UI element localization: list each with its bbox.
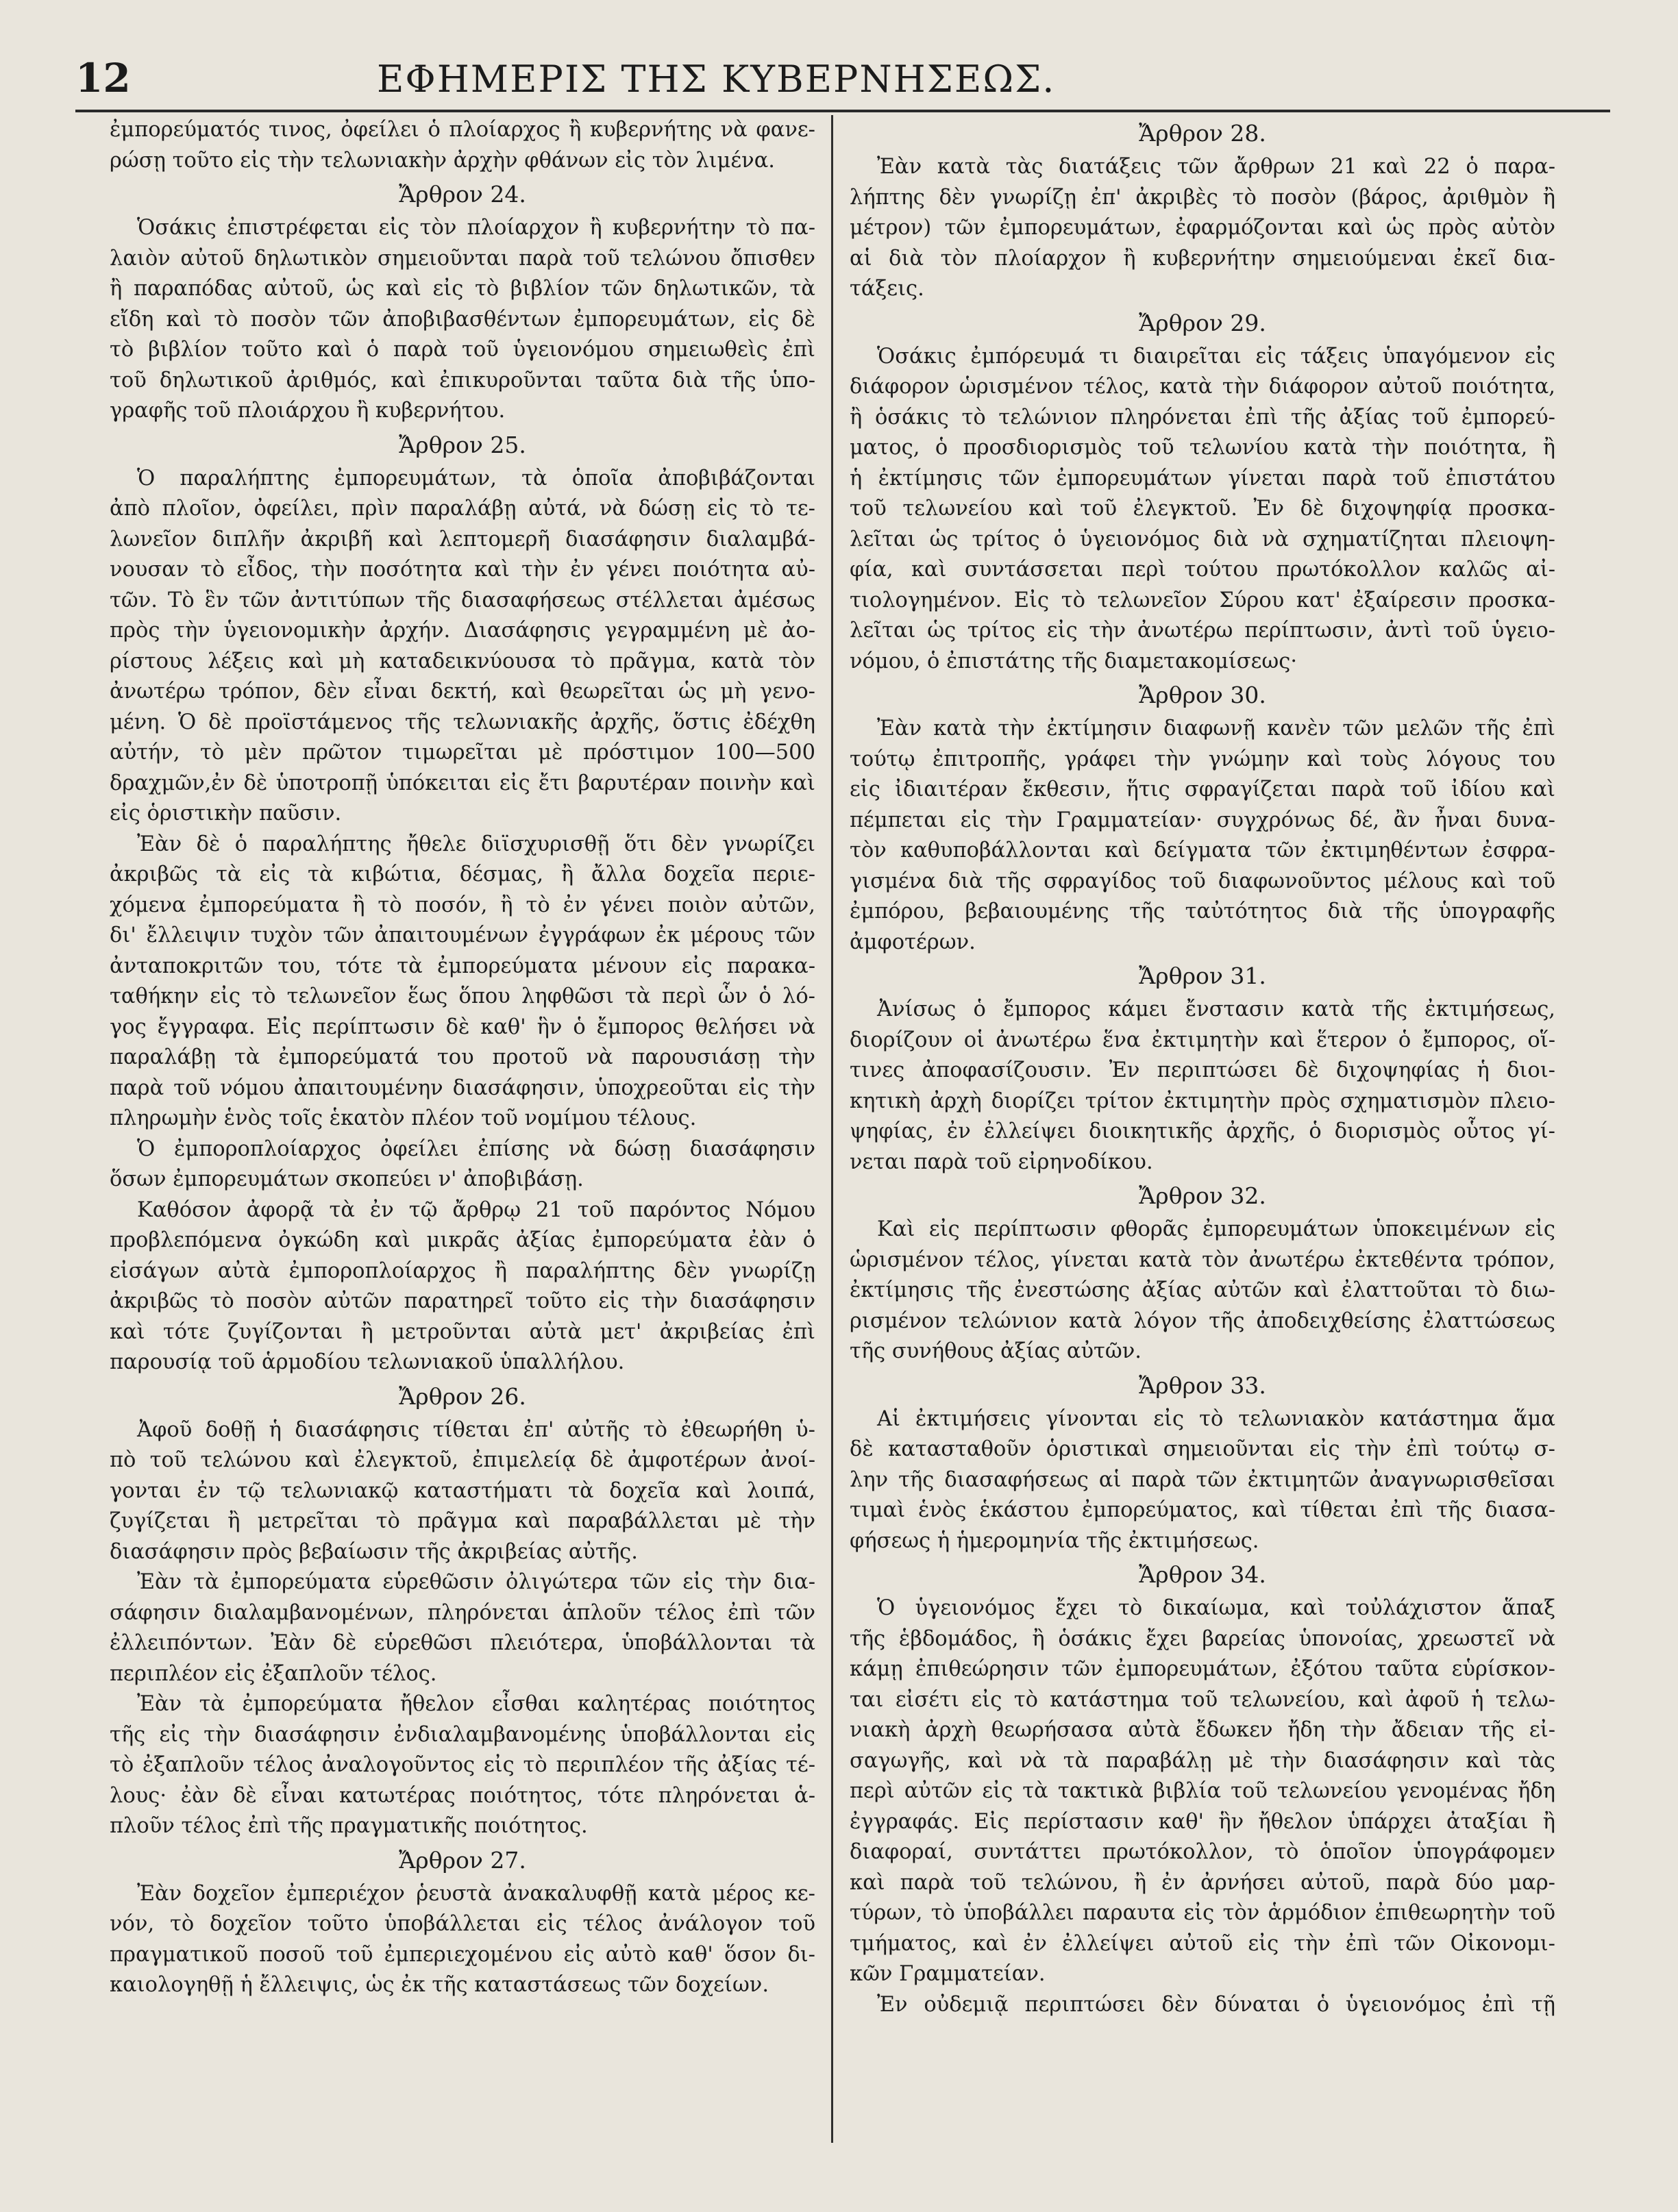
text-line: Ἐὰν τὰ ἐμπορεύματα ἤθελον εἶσθαι καλητέρας ποιότητος bbox=[137, 1692, 815, 1716]
text-line: διαφοραί, συντάττει πρωτόκολλον, τὸ ὁποῖον ὑπογράφομεν bbox=[850, 1840, 1555, 1864]
text-line: τιμαὶ ἑνὸς ἑκάστου ἐμπορεύματος, καὶ τίθεται ἐπὶ τῆς διασα- bbox=[850, 1498, 1555, 1522]
text-line: Αἱ ἐκτιμήσεις γίνονται εἰς τὸ τελωνιακὸν κατάστημα ἅμα bbox=[877, 1406, 1555, 1431]
column-divider bbox=[831, 115, 833, 2143]
text-line: λους· ἐὰν δὲ εἶναι κατωτέρας ποιότητος, τότε πληρόνεται ἁ- bbox=[110, 1783, 815, 1808]
text-line: Ὁ παραλήπτης ἐμπορευμάτων, τὰ ὁποῖα ἀποβιβάζονται bbox=[137, 466, 815, 490]
text-line: ἀκριβῶς τὸ ποσὸν αὐτῶν παρατηρεῖ τοῦτο εἰς τὴν διασάφησιν bbox=[110, 1289, 815, 1313]
text-line: τοῦ τελωνείου καὶ τοῦ ἐλεγκτοῦ. Ἐν δὲ διχοψηφίᾳ προσκα- bbox=[850, 497, 1555, 521]
text-line: παραλάβῃ τὰ ἐμπορεύματά του προτοῦ νὰ παρουσιάσῃ τὴν bbox=[110, 1045, 815, 1069]
text-line: Ὁ ἐμποροπλοίαρχος ὀφείλει ἐπίσης νὰ δώσῃ διασάφησιν bbox=[137, 1136, 815, 1161]
text-line: Καθόσον ἀφορᾷ τὰ ἐν τῷ ἄρθρῳ 21 τοῦ παρόντος Νόμου bbox=[137, 1197, 815, 1222]
text-line: εἰσάγων αὐτὰ ἐμποροπλοίαρχος ἢ παραλήπτης δὲν γνωρίζῃ bbox=[110, 1258, 815, 1283]
page-number: 12 bbox=[75, 55, 131, 101]
text-line: τιολογημένον. Εἰς τὸ τελωνεῖον Σύρου κατ' ἐξαίρεσιν προσκα- bbox=[850, 588, 1555, 612]
text-line: μέτρον) τῶν ἐμπορευμάτων, ἐφαρμόζονται καὶ ὡς πρὸς αὐτὸν bbox=[850, 216, 1555, 240]
text-line: νόν, τὸ δοχεῖον τοῦτο ὑποβάλλεται εἰς τέλος ἀνάλογον τοῦ bbox=[110, 1912, 815, 1936]
text-line: γονται ἐν τῷ τελωνιακῷ καταστήματι τὰ δοχεῖα καὶ λοιπά, bbox=[110, 1478, 815, 1503]
article-heading: Ἄρθρον 33. bbox=[1139, 1371, 1266, 1399]
text-line: κάμῃ ἐπιθεώρησιν τῶν ἐμπορευμάτων, ἐξότου ταῦτα εὑρίσκον- bbox=[850, 1657, 1555, 1681]
article-heading: Ἄρθρον 32. bbox=[1139, 1182, 1266, 1209]
text-line: διασάφησιν πρὸς βεβαίωσιν τῆς ἀκριβείας αὐτῆς. bbox=[110, 1539, 638, 1564]
text-line: δι' ἔλλειψιν τυχὸν τῶν ἀπαιτουμένων ἐγγράφων ἐκ μέρους τῶν bbox=[110, 923, 815, 947]
text-line: ἢ ὁσάκις τὸ τελώνιον πληρόνεται ἐπὶ τῆς ἀξίας τοῦ ἐμπορεύ- bbox=[850, 405, 1555, 430]
text-line: ἐκτίμησις τῆς ἐνεστώσης ἀξίας αὐτῶν καὶ ἐλαττοῦται τὸ διω- bbox=[850, 1278, 1555, 1302]
text-line: ἀμφοτέρων. bbox=[850, 930, 976, 954]
text-line: ὡρισμένον τέλος, γίνεται κατὰ τὸν ἀνωτέρω ἐκτεθέντα τρόπον, bbox=[850, 1247, 1555, 1272]
text-line: ἡ ἐκτίμησις τῶν ἐμπορευμάτων γίνεται παρὰ τοῦ ἐπιστάτου bbox=[850, 466, 1555, 490]
text-line: εἴδη καὶ τὸ ποσὸν τῶν ἀποβιβασθέντων ἐμπορευμάτων, εἰς δὲ bbox=[110, 307, 815, 332]
text-line: λωνεῖον διπλῆν ἀκριβῆ καὶ λεπτομερῆ διασάφησιν διαλαμβά- bbox=[110, 527, 815, 551]
text-line: Ἐὰν κατὰ τὴν ἐκτίμησιν διαφωνῇ κανὲν τῶν μελῶν τῆς ἐπὶ bbox=[877, 717, 1555, 741]
text-line: φήσεως ἡ ἡμερομηνία τῆς ἐκτιμήσεως. bbox=[850, 1528, 1259, 1553]
text-line: πέμπεται εἰς τὴν Γραμματείαν· συγχρόνως δέ, ἂν ἦναι δυνα- bbox=[850, 808, 1555, 832]
article-heading: Ἄρθρον 29. bbox=[1139, 309, 1266, 336]
article-heading: Ἄρθρον 26. bbox=[399, 1382, 526, 1410]
text-line: πραγματικοῦ ποσοῦ τοῦ ἐμπεριεχομένου εἰς αὐτὸ καθ' ὅσον δι- bbox=[110, 1942, 815, 1967]
page-header bbox=[75, 42, 1610, 104]
text-line: αὐτήν, τὸ μὲν πρῶτον τιμωρεῖται μὲ πρόστιμον 100—500 bbox=[110, 741, 815, 765]
text-line: ταθήκην εἰς τὸ τελωνεῖον ἕως ὅπου ληφθῶσι τὰ περὶ ὧν ὁ λό- bbox=[110, 984, 815, 1008]
text-line: δὲ κατασταθοῦν ὁριστικαὶ σημειοῦνται εἰς τὴν ἐπὶ τούτῳ σ- bbox=[850, 1437, 1555, 1461]
text-line: χόμενα ἐμπορεύματα ἢ τὸ ποσόν, ἢ τὸ ἐν γένει ποιὸν αὐτῶν, bbox=[110, 893, 815, 917]
text-line: Ὁσάκις ἐπιστρέφεται εἰς τὸν πλοίαρχον ἢ κυβερνήτην τὸ πα- bbox=[137, 216, 815, 240]
text-line: Ἐὰν κατὰ τὰς διατάξεις τῶν ἄρθρων 21 καὶ 22 ὁ παρα- bbox=[877, 155, 1555, 179]
text-line: τῆς συνήθους ἀξίας αὐτῶν. bbox=[850, 1339, 1142, 1363]
text-line: διορίζουν οἱ ἀνωτέρω ἕνα ἐκτιμητὴν καὶ ἕτερον ὁ ἔμπορος, οἵ- bbox=[850, 1028, 1555, 1052]
text-line: ἀνταποκριτῶν του, τότε τὰ ἐμπορεύματα μένουν εἰς παρακα- bbox=[110, 954, 815, 978]
text-line: λεῖται ὡς τρίτος ὁ ὑγειονόμος διὰ νὰ σχηματίζηται πλειοψη- bbox=[850, 527, 1555, 551]
text-line: ρισμένον τελώνιον κατὰ λόγον τῆς ἀποδειχθείσης ἐλαττώσεως bbox=[850, 1308, 1555, 1333]
text-line: εἰς ἰδιαιτέραν ἔκθεσιν, ἥτις σφραγίζεται παρὰ τοῦ ἰδίου καὶ bbox=[850, 778, 1555, 801]
text-line: φία, καὶ συντάσσεται περὶ τούτου πρωτόκολλον καλῶς αἰ- bbox=[850, 558, 1555, 582]
text-line: τοῦ δηλωτικοῦ ἀριθμός, καὶ ἐπικυροῦνται ταῦτα διὰ τῆς ὑπο- bbox=[110, 368, 815, 393]
text-line: λεῖται ὡς τρίτος εἰς τὴν ἀνωτέρω περίπτωσιν, ἀντὶ τοῦ ὑγειο- bbox=[850, 619, 1555, 643]
text-line: ματος, ὁ προσδιορισμὸς τοῦ τελωνίου κατὰ τὴν ποιότητα, ἢ bbox=[850, 436, 1555, 460]
text-line: κῶν Γραμματείαν. bbox=[850, 1962, 1046, 1986]
text-line: πλοῦν τέλος ἐπὶ τῆς πραγματικῆς ποιότητος. bbox=[110, 1814, 588, 1838]
text-line: τῆς εἰς τὴν διασάφησιν ἐνδιαλαμβανομένης ὑποβάλλονται εἰς bbox=[110, 1722, 815, 1747]
article-heading: Ἄρθρον 34. bbox=[1139, 1561, 1266, 1588]
article-heading: Ἄρθρον 30. bbox=[1139, 682, 1266, 708]
text-line: σαγωγῆς, καὶ νὰ τὰ παραβάλῃ μὲ τὴν διασάφησιν καὶ τὰς bbox=[850, 1748, 1555, 1773]
header-rule bbox=[75, 110, 1610, 112]
text-line: ται εἰσέτι εἰς τὸ κατάστημα τοῦ τελωνείου, καὶ ἀφοῦ ἡ τελω- bbox=[850, 1687, 1555, 1712]
text-line: παρουσίᾳ τοῦ ἁρμοδίου τελωνιακοῦ ὑπαλλήλου. bbox=[110, 1350, 625, 1374]
text-line: μένη. Ὁ δὲ προϊστάμενος τῆς τελωνιακῆς ἀρχῆς, ὅστις ἐδέχθη bbox=[110, 710, 815, 734]
article-heading: Ἄρθρον 27. bbox=[399, 1846, 526, 1874]
text-line: καιολογηθῇ ἡ ἔλλειψις, ὡς ἐκ τῆς καταστάσεως τῶν δοχείων. bbox=[110, 1973, 769, 1997]
text-line: νεται παρὰ τοῦ εἰρηνοδίκου. bbox=[850, 1150, 1153, 1174]
text-line: αἱ διὰ τὸν πλοίαρχον ἢ κυβερνήτην σημειούμεναι ἐκεῖ δια- bbox=[850, 246, 1555, 271]
text-line: παρὰ τοῦ νόμου ἀπαιτουμένην διασάφησιν, ὑποχρεοῦται εἰς τὴν bbox=[110, 1076, 815, 1100]
text-line: λην τῆς διασαφήσεως αἱ παρὰ τῶν ἐκτιμητῶν ἀναγνωρισθεῖσαι bbox=[850, 1467, 1555, 1492]
text-line: ἀπὸ πλοῖον, ὀφείλει, πρὶν παραλάβῃ αὐτά, νὰ δώσῃ εἰς τὸ τε- bbox=[110, 497, 815, 521]
text-line: Ἐὰν δοχεῖον ἐμπεριέχον ῥευστὰ ἀνακαλυφθῇ κατὰ μέρος κε- bbox=[137, 1881, 815, 1906]
text-line: εἰς ὁριστικὴν παῦσιν. bbox=[110, 801, 342, 825]
text-line: νουσαν τὸ εἶδος, τὴν ποσότητα καὶ τὴν ἐν γένει ποιότητα αὐ- bbox=[110, 558, 815, 582]
text-line: Ἐν οὐδεμιᾷ περιπτώσει δὲν δύναται ὁ ὑγειονόμος ἐπὶ τῇ bbox=[877, 1992, 1555, 2017]
text-line: κητικὴ ἀρχὴ διορίζει τρίτον ἐκτιμητὴν πρὸς σχηματισμὸν πλειο- bbox=[850, 1089, 1555, 1113]
text-line: Ἀνίσως ὁ ἔμπορος κάμει ἔνστασιν κατὰ τῆς ἐκτιμήσεως, bbox=[877, 997, 1555, 1021]
text-line: Ἐὰν τὰ ἐμπορεύματα εὑρεθῶσιν ὀλιγώτερα τῶν εἰς τὴν δια- bbox=[137, 1570, 815, 1594]
text-line: Ὁ ὑγειονόμος ἔχει τὸ δικαίωμα, καὶ τοὐλάχιστον ἅπαξ bbox=[877, 1596, 1555, 1620]
text-line: λαιὸν αὐτοῦ δηλωτικὸν σημειοῦνται παρὰ τοῦ τελώνου ὄπισθεν bbox=[110, 246, 815, 271]
text-line: γραφῆς τοῦ πλοιάρχου ἢ κυβερνήτου. bbox=[110, 399, 506, 423]
text-line: τούτῳ ἐπιτροπῆς, γράφει τὴν γνώμην καὶ τοὺς λόγους του bbox=[850, 747, 1555, 771]
text-line: ἀκριβῶς τὰ εἰς τὰ κιβώτια, δέσμας, ἢ ἄλλα δοχεῖα περιε- bbox=[110, 862, 815, 886]
text-line: ἐλλειπόντων. Ἐὰν δὲ εὑρεθῶσι πλειότερα, ὑποβάλλονται τὰ bbox=[110, 1631, 815, 1655]
text-line: τάξεις. bbox=[850, 277, 924, 301]
text-line: καὶ παρὰ τοῦ τελώνου, ἢ ἐν ἀρνήσει αὐτοῦ, παρὰ δύο μαρ- bbox=[850, 1870, 1555, 1895]
text-line: τὸ βιβλίον τοῦτο καὶ ὁ παρὰ τοῦ ὑγειονόμου σημειωθεὶς ἐπὶ bbox=[110, 338, 815, 362]
text-line: ἢ παραπόδας αὐτοῦ, ὡς καὶ εἰς τὸ βιβλίον τῶν δηλωτικῶν, τὰ bbox=[110, 277, 815, 301]
text-line: ἀνωτέρω τρόπον, δὲν εἶναι δεκτή, καὶ θεωρεῖται ὡς μὴ γενο- bbox=[110, 680, 815, 704]
text-line: Ἀφοῦ δοθῇ ἡ διασάφησις τίθεται ἐπ' αὐτῆς τὸ ἐθεωρήθη ὑ- bbox=[137, 1417, 815, 1442]
text-line: περιπλέον εἰς ἐξαπλοῦν τέλος. bbox=[110, 1661, 437, 1686]
text-line: τῆς ἑβδομάδος, ἢ ὁσάκις ἔχει βαρείας ὑπονοίας, χρεωστεῖ νὰ bbox=[850, 1626, 1555, 1651]
text-line: πρὸς τὴν ὑγειονομικὴν ἀρχήν. Διασάφησις γεγραμμένη μὲ ἀο- bbox=[110, 619, 815, 643]
text-line: τῶν. Τὸ ἓν τῶν ἀντιτύπων τῆς διασαφήσεως στέλλεται ἀμέσως bbox=[110, 588, 815, 612]
text-line: προβλεπόμενα ὀγκώδη καὶ μικρᾶς ἀξίας ἐμπορεύματα ἐὰν ὁ bbox=[110, 1228, 815, 1252]
text-line: ζυγίζεται ἢ μετρεῖται τὸ πρᾶγμα καὶ παραβάλλεται μὲ τὴν bbox=[110, 1509, 815, 1533]
text-line: ἐμπορεύματός τινος, ὀφείλει ὁ πλοίαρχος ἢ κυβερνήτης νὰ φανε- bbox=[110, 118, 815, 142]
text-line: πὸ τοῦ τελώνου καὶ ἐλεγκτοῦ, ἐπιμελείᾳ δὲ ἀμφοτέρων ἀνοί- bbox=[110, 1448, 815, 1472]
text-line: δραχμῶν,ἐν δὲ ὑποτροπῇ ὑπόκειται εἰς ἔτι βαρυτέραν ποινὴν καὶ bbox=[110, 771, 815, 795]
text-line: γος ἔγγραφα. Εἰς περίπτωσιν δὲ καθ' ἣν ὁ ἔμπορος θελήσει νὰ bbox=[110, 1015, 815, 1039]
text-line: Ἐὰν δὲ ὁ παραλήπτης ἤθελε διϊσχυρισθῇ ὅτι δὲν γνωρίζει bbox=[137, 832, 815, 856]
journal-title: ΕΦΗΜΕΡΙΣ ΤΗΣ ΚΥΒΕΡΝΗΣΕΩΣ. bbox=[377, 58, 1056, 101]
text-line: ρώσῃ τοῦτο εἰς τὴν τελωνιακὴν ἀρχὴν φθάνων εἰς τὸν λιμένα. bbox=[110, 148, 775, 173]
text-line: λήπτης δὲν γνωρίζῃ ἐπ' ἀκριβὲς τὸ ποσὸν (βάρος, ἀριθμὸν ἢ bbox=[850, 185, 1555, 210]
article-heading: Ἄρθρον 25. bbox=[399, 431, 526, 458]
text-line: ὅσων ἐμπορευμάτων σκοπεύει ν' ἀποβιβάσῃ. bbox=[110, 1167, 584, 1191]
text-line: πληρωμὴν ἑνὸς τοῖς ἑκατὸν πλέον τοῦ νομίμου τέλους. bbox=[110, 1106, 697, 1130]
text-line: διάφορον ὡρισμένον τέλος, κατὰ τὴν διάφορον αὐτοῦ ποιότητα, bbox=[850, 375, 1555, 399]
text-line: τύρων, τὸ ὑποβάλλει παραυτα εἰς τὸν ἁρμόδιον ἐπιθεωρητὴν τοῦ bbox=[850, 1901, 1555, 1925]
text-line: ἐγγραφάς. Εἰς περίστασιν καθ' ἣν ἤθελον ὑπάρχει ἀταξίαι ἢ bbox=[850, 1809, 1555, 1834]
text-line: τινες ἀποφασίζουσιν. Ἐν περιπτώσει δὲ διχοψηφίας ἡ διοι- bbox=[850, 1058, 1555, 1082]
text-line: ψηφίας, ἐν ἐλλείψει διοικητικῆς ἀρχῆς, ὁ διορισμὸς οὗτος γί- bbox=[850, 1119, 1555, 1143]
right-column bbox=[850, 115, 1555, 2194]
text-line: γισμένα διὰ τῆς σφραγίδος τοῦ διαφωνοῦντος μέλους καὶ τοῦ bbox=[850, 869, 1555, 893]
text-line: νόμου, ὁ ἐπιστάτης τῆς διαμετακομίσεως· bbox=[850, 649, 1298, 673]
text-line: τὸ ἐξαπλοῦν τέλος ἀναλογοῦντος εἰς τὸ περιπλέον τῆς ἀξίας τέ- bbox=[110, 1753, 815, 1777]
text-line: καὶ τότε ζυγίζονται ἢ μετροῦνται αὐτὰ μετ' ἀκριβείας ἐπὶ bbox=[110, 1319, 815, 1344]
text-line: Ὁσάκις ἐμπόρευμά τι διαιρεῖται εἰς τάξεις ὑπαγόμενον εἰς bbox=[877, 344, 1555, 369]
text-line: σάφησιν διαλαμβανομένων, πληρόνεται ἁπλοῦν τέλος ἐπὶ τῶν bbox=[110, 1600, 815, 1625]
article-heading: Ἄρθρον 31. bbox=[1139, 962, 1266, 989]
left-column bbox=[110, 115, 815, 2194]
text-line: τμήματος, καὶ ἐν ἐλλείψει αὐτοῦ εἰς τὴν ἐπὶ τῶν Οἰκονομι- bbox=[850, 1931, 1555, 1956]
text-line: ρίστους λέξεις καὶ μὴ καταδεικνύουσα τὸ πρᾶγμα, κατὰ τὸν bbox=[110, 649, 815, 673]
article-heading: Ἄρθρον 28. bbox=[1139, 120, 1266, 147]
text-line: τὸν καθυποβάλλονται καὶ δείγματα τῶν ἐκτιμηθέντων ἐσφρα- bbox=[850, 838, 1555, 862]
text-line: ἐμπόρου, βεβαιουμένης τῆς ταὐτότητος διὰ τῆς ὑπογραφῆς bbox=[850, 899, 1555, 923]
text-line: Καὶ εἰς περίπτωσιν φθορᾶς ἐμπορευμάτων ὑποκειμένων εἰς bbox=[877, 1217, 1555, 1241]
text-line: περὶ αὐτῶν εἰς τὰ τακτικὰ βιβλία τοῦ τελωνείου γενομένας ἤδη bbox=[850, 1779, 1555, 1803]
article-heading: Ἄρθρον 24. bbox=[399, 181, 526, 208]
text-line: νιακὴ ἀρχὴ θεωρήσασα αὐτὰ ἔδωκεν ἤδη τὴν ἄδειαν τῆς εἰ- bbox=[850, 1718, 1555, 1742]
